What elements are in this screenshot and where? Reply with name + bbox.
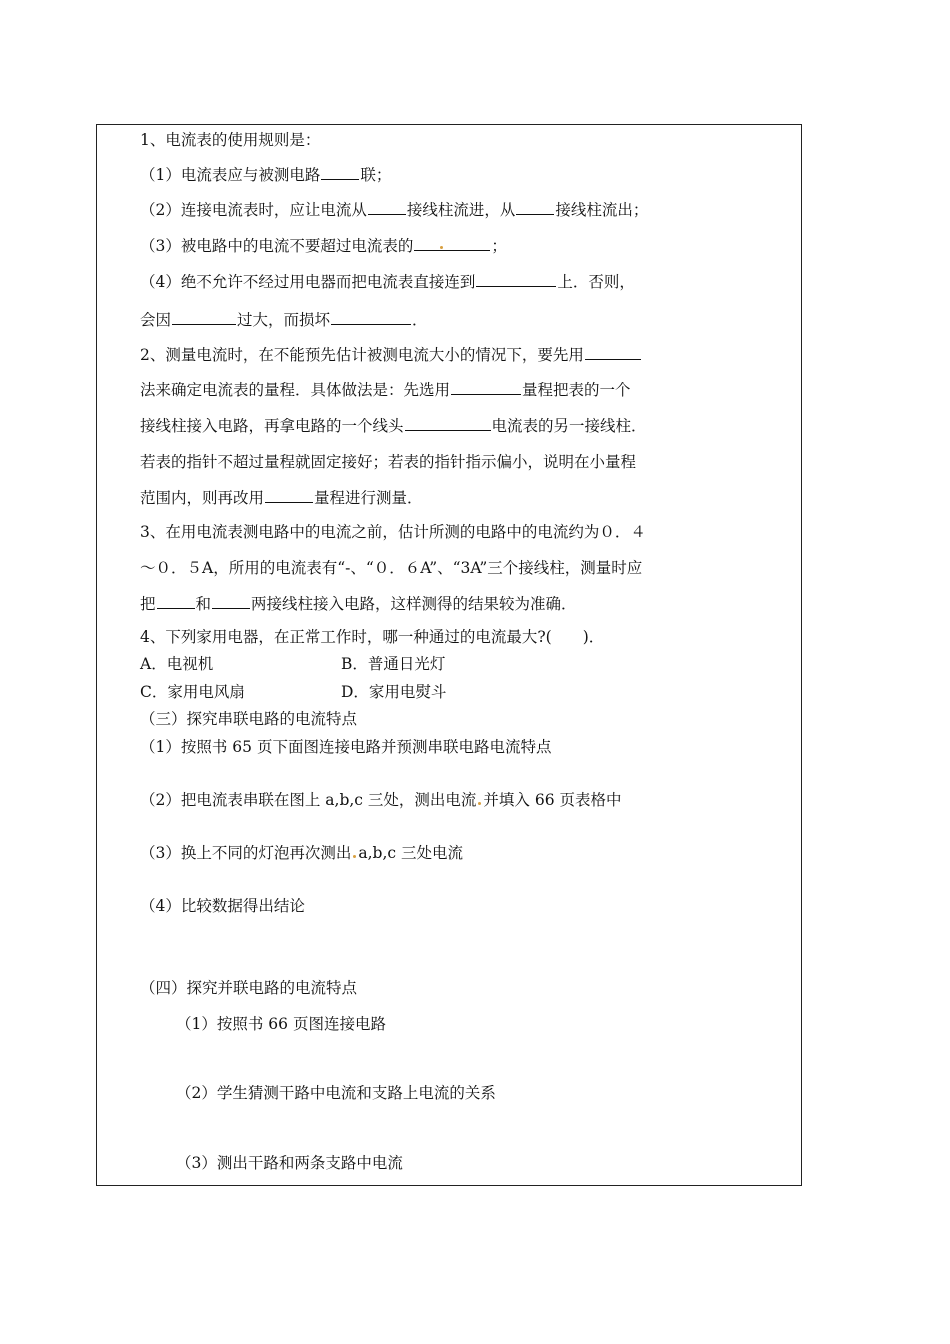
section4-step-2: （2）学生猜测干路中电流和支路上电流的关系 (176, 1084, 496, 1102)
section3-step-2 (140, 790, 622, 810)
q2-blank-2[interactable] (451, 380, 521, 395)
q1-rule-2-text-c: 接线柱流出； (555, 201, 649, 219)
section3-step-1: （1）按照书 65 页下面图连接电路并预测串联电路电流特点 (140, 738, 552, 756)
q2-line-5-text-a: 范围内，则再改用 (140, 489, 265, 507)
section3-step-2-text-a: （2）把电流表串联在图上 a,b,c 三处，测出电流 (140, 791, 477, 809)
q1-blank-7[interactable] (331, 310, 411, 325)
q1-blank-4[interactable] (414, 236, 490, 251)
q2-line-1 (140, 345, 642, 365)
q1-rule-5 (140, 310, 428, 330)
q2-line-5 (140, 488, 423, 508)
stray-mark (478, 802, 481, 805)
stray-mark (353, 855, 356, 858)
stray-mark (440, 246, 443, 249)
section3-step-3-text-b: a,b,c 三处电流 (358, 844, 464, 862)
q1-rule-1 (140, 165, 391, 185)
q3-line-3 (140, 594, 577, 614)
q2-line-3 (140, 416, 647, 436)
q2-line-5-text-b: 量程进行测量． (314, 489, 423, 507)
q2-line-3-text-a: 接线柱接入电路，再拿电路的一个线头 (140, 417, 404, 435)
q1-rule-1-text-b: 联； (360, 166, 392, 184)
q1-blank-1[interactable] (321, 165, 359, 180)
section3-step-3-text-a: （3）换上不同的灯泡再次测出 (140, 844, 352, 862)
q2-blank-4[interactable] (265, 488, 313, 503)
q1-rule-4-text-a: （4）绝不允许不经过用电器而把电流表直接连到 (140, 273, 476, 291)
section4-title: （四）探究并联电路的电流特点 (140, 979, 358, 997)
section3-step-4: （4）比较数据得出结论 (140, 897, 305, 915)
q4-option-b[interactable]: B．普通日光灯 (341, 655, 446, 673)
q2-blank-3[interactable] (405, 416, 491, 431)
q4-option-a[interactable]: A．电视机 (140, 655, 214, 673)
q2-line-3-text-b: 电流表的另一接线柱． (491, 417, 647, 435)
q1-blank-3[interactable] (516, 200, 554, 215)
q2-line-2-text-a: 法来确定电流表的量程．具体做法是：先选用 (140, 381, 451, 399)
q3-line-3-text-a: 把 (140, 595, 156, 613)
section3-step-3 (140, 843, 463, 863)
q2-line-2-text-b: 量程把表的一个 (522, 381, 631, 399)
q2-line-4: 若表的指针不超过量程就固定接好；若表的指针指示偏小，说明在小量程 (140, 453, 637, 471)
q1-rule-4-text-b: 上．否则， (557, 273, 635, 291)
q1-blank-5[interactable] (476, 272, 556, 287)
q3-line-3-text-b: 和 (195, 595, 212, 613)
q2-line-2 (140, 380, 631, 400)
section4-step-3: （3）测出干路和两条支路中电流 (176, 1154, 403, 1172)
q3-line-3-text-c: 两接线柱接入电路，这样测得的结果较为准确． (251, 595, 577, 613)
q1-rule-3-text-b: ； (491, 237, 507, 255)
q3-line-2: ～０．５A，所用的电流表有“-、“０．６A”、“3A”三个接线柱，测量时应 (140, 559, 643, 577)
q1-rule-5-text-b: 过大，而损坏 (237, 311, 331, 329)
q1-title: 1、电流表的使用规则是： (140, 131, 321, 149)
q1-rule-3 (140, 236, 507, 256)
q3-line-1: 3、在用电流表测电路中的电流之前，估计所测的电路中的电流约为０．４ (140, 523, 646, 541)
q1-rule-2-text-b: 接线柱流进，从 (406, 201, 516, 219)
q4-option-c[interactable]: C．家用电风扇 (140, 683, 245, 701)
q2-line-1-text: 2、测量电流时，在不能预先估计被测电流大小的情况下，要先用 (140, 346, 584, 364)
q3-blank-1[interactable] (157, 594, 195, 609)
q4-option-d[interactable]: D．家用电熨斗 (341, 683, 447, 701)
q1-rule-2-text-a: （2）连接电流表时，应让电流从 (140, 201, 367, 219)
q1-blank-6[interactable] (172, 310, 236, 325)
section4-step-1: （1）按照书 66 页图连接电路 (176, 1015, 386, 1033)
q1-rule-1-text-a: （1）电流表应与被测电路 (140, 166, 321, 184)
q1-rule-3-text-a: （3）被电路中的电流不要超过电流表的 (140, 237, 414, 255)
section3-step-2-text-b: 并填入 66 页表格中 (483, 791, 622, 809)
q1-rule-5-text-c: ． (412, 311, 428, 329)
q2-blank-1[interactable] (585, 345, 641, 360)
q1-blank-2[interactable] (368, 200, 406, 215)
q1-rule-5-text-a: 会因 (140, 311, 172, 329)
q4-question: 4、下列家用电器，在正常工作时，哪一种通过的电流最大?( )． (140, 628, 605, 646)
q1-rule-4 (140, 272, 635, 292)
section3-title: （三）探究串联电路的电流特点 (140, 710, 358, 728)
q1-rule-2 (140, 200, 648, 220)
q3-blank-2[interactable] (212, 594, 250, 609)
